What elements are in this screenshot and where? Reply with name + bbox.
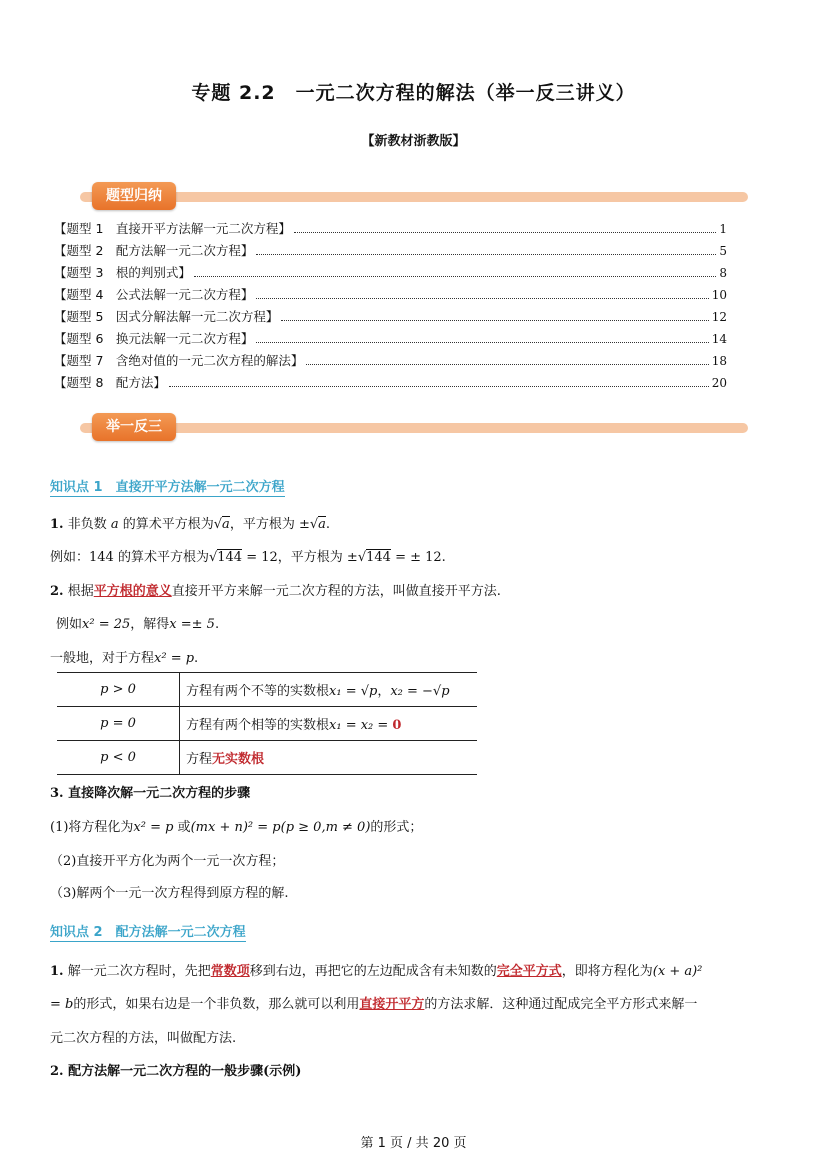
highlight-term: 常数项 [210,964,250,979]
sqrt-radicand: a [318,517,326,532]
toc-banner [80,182,748,212]
toc-leader [294,224,716,233]
toc-item[interactable]: 【题型 7 含绝对值的一元二次方程的解法】 18 [54,353,727,368]
sqrt-radicand: a [222,517,230,532]
table-of-contents [54,219,727,395]
kp2-point-1: 1. 解一元二次方程时，先把常数项移到右边，再把它的左边配成含有未知数的完全平方式，即将方程化为(x + a)² [50,964,703,979]
banner-bar [80,423,748,433]
toc-leader [169,378,709,387]
highlight-term: 完全平方式 [496,964,562,979]
sqrt-sign: √ [208,550,218,565]
banner-bar [80,192,748,202]
page-footer: 第 1 页 / 共 20 页 [360,1136,467,1151]
kp2-point-1-end: 元二次方程的方法，叫做配方法. [50,1031,237,1046]
knowledge-point-2-title: 知识点 2 配方法解一元二次方程 [50,921,246,942]
toc-item[interactable]: 【题型 5 因式分解法解一元二次方程】 12 [54,309,727,324]
toc-item[interactable]: 【题型 8 配方法】 20 [54,375,727,390]
toc-item[interactable]: 【题型 2 配方法解一元二次方程】 5 [54,243,727,258]
root-cases-table [57,672,477,775]
banner-label: 题型归纳 [92,182,176,210]
edition-subtitle: 【新教材浙教版】 [361,134,466,149]
kp1-step-1: (1)将方程化为x² = p 或(mx + n)² = p(p ≥ 0,m ≠ 0)的形式； [50,820,423,835]
toc-item[interactable]: 【题型 3 根的判别式】 8 [54,265,727,280]
kp1-point-3: 3. 直接降次解一元二次方程的步骤 [50,786,251,801]
toc-item[interactable]: 【题型 1 直接开平方法解一元二次方程】 1 [54,221,727,236]
toc-leader [306,356,708,365]
banner-label: 举一反三 [92,413,176,441]
kp1-example-1: 例如：144 的算术平方根为√144 = 12，平方根为 ±√144 = ± 12. [50,550,446,565]
kp2-point-1-cont: = b的形式，如果右边是一个非负数，那么就可以利用直接开平方的方法求解．这种通过配成完全平方形式来解一 [50,997,698,1012]
kp1-point-2: 2. 根据平方根的意义直接开平方来解一元二次方程的方法，叫做直接开平方法. [50,584,501,599]
table-row: p > 0 方程有两个不等的实数根x₁ = √p，x₂ = −√p [57,673,477,707]
sqrt-sign: √ [309,517,319,532]
toc-leader [194,268,716,277]
toc-leader [256,290,708,299]
kp1-step-3: （3)解两个一元一次方程得到原方程的解. [50,886,289,901]
kp2-point-2: 2. 配方法解一元二次方程的一般步骤(示例) [50,1064,302,1079]
sqrt-sign: √ [213,517,223,532]
toc-leader [281,312,708,321]
practice-banner [80,413,748,443]
toc-item[interactable]: 【题型 6 换元法解一元二次方程】 14 [54,331,727,346]
kp1-point-1: 1. 非负数 a 的算术平方根为√a，平方根为 ±√a. [50,517,331,532]
kp1-example-2: 例如x² = 25，解得x =± 5. [56,617,220,632]
toc-leader [256,246,716,255]
kp1-general: 一般地，对于方程x² = p. [50,651,199,666]
toc-item[interactable]: 【题型 4 公式法解一元二次方程】 10 [54,287,727,302]
table-row: p < 0 方程无实数根 [57,741,477,775]
highlight-term: 直接开平方 [359,997,425,1012]
sqrt-sign: √ [357,550,367,565]
kp1-step-2: （2)直接开平方化为两个一元一次方程； [50,854,285,869]
toc-leader [256,334,708,343]
page-title: 专题 2.2 一元二次方程的解法（举一反三讲义） [191,82,636,104]
table-row: p = 0 方程有两个相等的实数根x₁ = x₂ = 0 [57,707,477,741]
knowledge-point-1-title: 知识点 1 直接开平方法解一元二次方程 [50,476,285,497]
highlight-term: 平方根的意义 [93,584,172,599]
